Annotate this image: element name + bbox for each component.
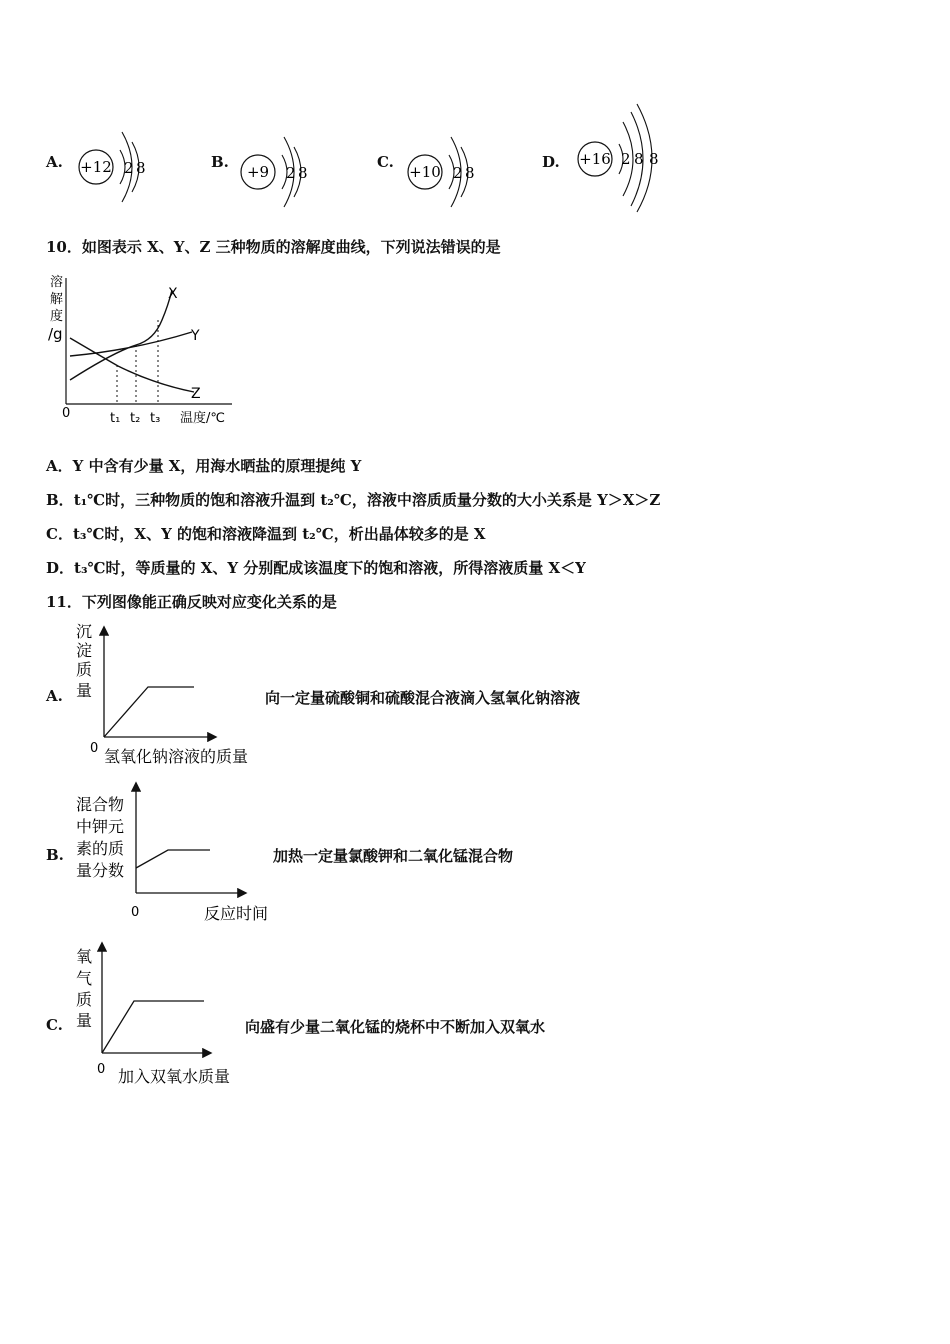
option-letter: D． [46, 559, 75, 577]
option-text: Y 中含有少量 X，用海水晒盐的原理提纯 Y [72, 457, 362, 475]
y-axis-label: 量 [76, 1011, 93, 1030]
nucleus-charge: +10 [409, 163, 441, 181]
option-letter: A． [46, 457, 73, 475]
option-text: t₃℃时，等质量的 X、Y 分别配成该温度下的饱和溶液，所得溶液质量 X＜Y [74, 559, 586, 577]
y-axis-label: 沉 [76, 622, 93, 641]
x-axis-label: 加入双氧水质量 [118, 1067, 231, 1086]
series-label-x: X [168, 286, 178, 302]
shell-count: 2 [286, 164, 296, 182]
shell-count: 8 [634, 150, 644, 168]
origin-label: 0 [62, 406, 71, 421]
q10-stem: 10．如图表示 X、Y、Z 三种物质的溶解度曲线，下列说法错误的是 [46, 238, 501, 256]
q9-option-b-letter: B. [211, 153, 229, 171]
y-axis-label: 量分数 [76, 861, 125, 880]
y-axis-label: 解 [50, 292, 64, 307]
y-axis-label: 氧 [76, 947, 93, 966]
curve-y [70, 332, 192, 356]
q11-option-a-letter: A. [46, 687, 63, 705]
q10-option-c [46, 523, 486, 544]
q11-option-a-desc: 向一定量硫酸铜和硫酸混合液滴入氢氧化钠溶液 [265, 689, 581, 707]
y-axis-label: 量 [76, 681, 93, 700]
q9-option-a-letter: A. [46, 153, 63, 171]
q9-option-c-letter: C. [377, 153, 394, 171]
shell-count: 2 [453, 164, 463, 182]
plot-line [136, 850, 210, 868]
q10-option-b [46, 489, 660, 510]
solubility-curve-graph [44, 272, 244, 432]
y-axis-label: 淀 [76, 641, 93, 660]
shell-count: 8 [136, 159, 146, 177]
tick-label-t2: t₂ [130, 411, 141, 426]
origin-label: 0 [131, 905, 140, 920]
y-axis-label: /g [48, 325, 63, 343]
shell-count: 2 [621, 150, 631, 168]
option-text: t₃℃时，X、Y 的饱和溶液降温到 t₂℃，析出晶体较多的是 X [72, 525, 486, 543]
origin-label: 0 [90, 741, 99, 756]
q11-stem: 11．下列图像能正确反映对应变化关系的是 [46, 593, 337, 611]
atom-diagram-c [405, 125, 505, 215]
y-axis-label: 度 [50, 309, 64, 324]
tick-label-t1: t₁ [110, 411, 121, 426]
q11-option-b-letter: B. [46, 846, 64, 864]
tick-label-t3: t₃ [150, 411, 161, 426]
q11-graph-a [70, 620, 280, 770]
curve-x [70, 290, 172, 380]
y-axis-label: 中钾元 [76, 817, 125, 836]
nucleus-charge: +16 [579, 150, 611, 168]
option-text: t₁℃时，三种物质的饱和溶液升温到 t₂℃，溶液中溶质质量分数的大小关系是 Y＞X＞Z [73, 491, 661, 509]
series-label-y: Y [191, 328, 200, 344]
atom-diagram-d [575, 100, 685, 215]
y-axis-label: 质 [76, 990, 93, 1009]
nucleus-charge: +9 [246, 163, 270, 181]
y-axis-label: 混合物 [76, 795, 125, 814]
shell-count: 8 [649, 150, 659, 168]
shell-count: 8 [465, 164, 475, 182]
x-axis-label: 反应时间 [204, 904, 269, 923]
option-letter: C． [46, 525, 73, 543]
origin-label: 0 [97, 1062, 106, 1077]
x-axis-label: 氢氧化钠溶液的质量 [104, 747, 249, 766]
q11-option-b-desc: 加热一定量氯酸钾和二氧化锰混合物 [273, 847, 514, 865]
q11-option-c-letter: C. [46, 1016, 63, 1034]
plot-line [102, 1001, 204, 1053]
q10-option-d [46, 557, 586, 578]
q11-graph-b [70, 778, 290, 928]
y-axis-label: 溶 [50, 275, 64, 290]
y-axis-label: 气 [76, 969, 93, 988]
q11-graph-c [70, 938, 280, 1088]
q9-option-d-letter: D. [542, 153, 560, 171]
y-axis-label: 素的质 [76, 839, 125, 858]
q11-option-c-desc: 向盛有少量二氧化锰的烧杯中不断加入双氧水 [245, 1018, 546, 1036]
atom-diagram-b [238, 125, 338, 215]
shell-count: 8 [298, 164, 308, 182]
y-axis-label: 质 [76, 660, 93, 679]
series-label-z: Z [191, 386, 201, 402]
nucleus-charge: +12 [80, 158, 112, 176]
q10-option-a [46, 455, 361, 476]
shell-count: 2 [124, 159, 134, 177]
plot-line [104, 687, 194, 737]
atom-diagram-a [76, 120, 176, 210]
x-axis-label: 温度/℃ [180, 411, 225, 426]
option-letter: B． [46, 491, 74, 509]
